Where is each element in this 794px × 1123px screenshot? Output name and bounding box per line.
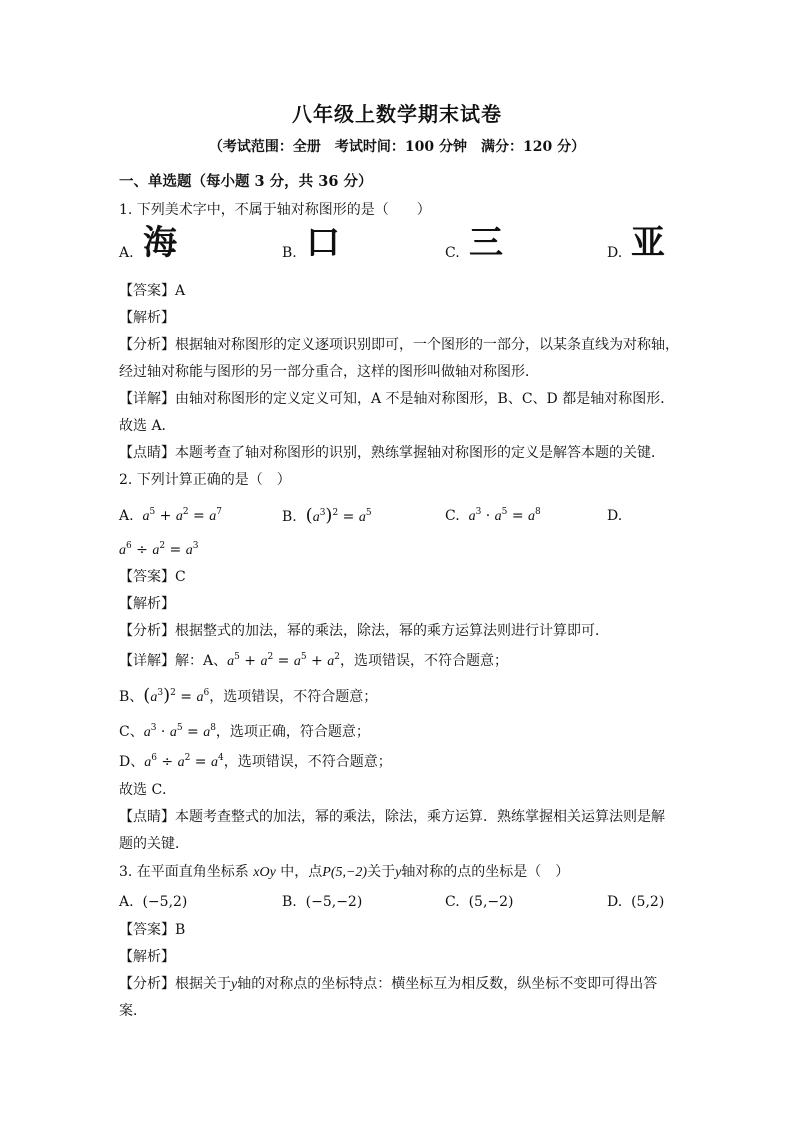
- section-heading: 一、单选题（每小题 3 分，共 36 分）: [119, 173, 373, 190]
- q3-option-d: [607, 892, 664, 912]
- q2-comment-line-1: 【点睛】本题考查整式的加法，幂的乘法，除法，乘方运算．熟练掌握相关运算法则是解: [119, 809, 665, 825]
- q1-detail-line-1: 【详解】由轴对称图形的定义定义可知，A 不是轴对称图形，B、C、D 都是轴对称图形．: [119, 391, 675, 407]
- q2-detail-a: 【详解】解：A、$a^5 + a^2 = a^5 + a^2$，选项错误，不符合题意；: [119, 652, 508, 669]
- q3-option-b: [282, 892, 362, 912]
- y-axis-symbol: y: [231, 977, 238, 992]
- q1-analysis-tag: 【解析】: [119, 310, 175, 326]
- q1-fenxi-line-1: 【分析】根据轴对称图形的定义逐项识别即可，一个图形的一部分，以某条直线为对称轴，: [119, 337, 679, 353]
- fenxi-part: 轴的对称点的坐标特点：横坐标互为相反数，纵坐标不变即可得出答: [237, 976, 658, 992]
- option-value: (5,−2): [468, 894, 514, 910]
- q2-analysis-tag: 【解析】: [119, 596, 175, 612]
- question-2-stem: 2. 下列计算正确的是（ ）: [119, 472, 291, 488]
- q1-option-a: [119, 223, 177, 263]
- q1-option-b: [282, 223, 340, 263]
- coordinate-system: xOy: [253, 865, 276, 880]
- exam-info: （考试范围：全册 考试时间：100 分钟 满分：120 分）: [208, 139, 586, 155]
- q1-fenxi-line-2: 经过轴对称能与图形的另一部分重合，这样的图形叫做轴对称图形．: [119, 364, 539, 380]
- q3-option-c: [445, 892, 514, 912]
- detail-prefix: 【详解】解：A、: [119, 653, 228, 669]
- question-1-stem: 1. 下列美术字中，不属于轴对称图形的是（ ）: [119, 202, 431, 218]
- option-value: (−5,−2): [305, 894, 363, 910]
- detail-prefix: C、: [119, 724, 144, 740]
- q2-detail-c: C、$a^3 \cdot a^5 = a^8$，选项正确，符合题意；: [119, 723, 370, 740]
- option-letter: C.: [445, 894, 460, 910]
- option-letter: B.: [282, 894, 297, 910]
- q3-option-a: [119, 892, 187, 912]
- option-value: (−5,2): [142, 894, 188, 910]
- option-letter: A.: [119, 508, 134, 524]
- option-value: (5,2): [631, 894, 665, 910]
- detail-prefix: D、: [119, 754, 145, 770]
- option-letter: A.: [119, 245, 134, 261]
- detail-prefix: B、: [119, 689, 144, 705]
- question-3-stem: [119, 862, 569, 883]
- q1-answer: 【答案】A: [119, 283, 186, 299]
- option-formula: $a^5 + a^2 = a^7$: [142, 507, 222, 524]
- q1-option-c: [445, 223, 503, 263]
- q2-option-b: [282, 506, 372, 528]
- stem-part: 中，点: [280, 864, 323, 880]
- q2-option-d: [607, 506, 622, 526]
- q3-fenxi-line-1: [119, 974, 657, 995]
- option-char: 三: [469, 223, 503, 263]
- detail-suffix: ，选项错误，不符合题意；: [209, 689, 378, 705]
- page-title: 八年级上数学期末试卷: [292, 102, 502, 126]
- q2-option-c: [445, 506, 541, 527]
- q2-conclusion: 故选 C．: [119, 782, 177, 798]
- option-letter: D.: [607, 245, 623, 261]
- option-char: 口: [306, 223, 340, 263]
- q1-comment: 【点睛】本题考查了轴对称图形的识别，熟练掌握轴对称图形的定义是解答本题的关键．: [119, 445, 665, 461]
- q2-answer: 【答案】C: [119, 569, 186, 585]
- fenxi-part: 【分析】根据关于: [119, 976, 231, 992]
- stem-part: 3. 在平面直角坐标系: [119, 864, 249, 880]
- option-letter: A.: [119, 894, 134, 910]
- option-letter: D.: [607, 894, 623, 910]
- option-char: 海: [143, 223, 177, 263]
- y-axis-symbol: y: [395, 865, 402, 880]
- q3-fenxi-line-2: 案．: [119, 1003, 147, 1019]
- q2-detail-b: B、$(a^3)^2 = a^6$，选项错误，不符合题意；: [119, 685, 378, 706]
- q1-detail-line-2: 故选 A．: [119, 418, 176, 434]
- q2-comment-line-2: 题的关键．: [119, 836, 189, 852]
- q3-answer: 【答案】B: [119, 922, 186, 938]
- q1-option-d: [607, 223, 665, 263]
- option-formula: $a^3 \cdot a^5 = a^8$: [468, 507, 541, 524]
- point-p: P(5,−2): [322, 865, 368, 880]
- option-letter: C.: [445, 508, 460, 524]
- q2-option-d-formula: $a^6 \div a^2 = a^3$: [119, 541, 199, 558]
- q3-analysis-tag: 【解析】: [119, 949, 175, 965]
- detail-suffix: ，选项正确，符合题意；: [215, 724, 370, 740]
- detail-suffix: ，选项错误，不符合题意；: [339, 653, 508, 669]
- q2-fenxi: 【分析】根据整式的加法，幂的乘法，除法，幂的乘方运算法则进行计算即可．: [119, 623, 609, 639]
- option-letter: D.: [607, 508, 623, 524]
- stem-part: 轴对称的点的坐标是（ ）: [401, 864, 570, 880]
- option-letter: B.: [282, 509, 297, 525]
- q2-detail-d: D、$a^6 \div a^2 = a^4$，选项错误，不符合题意；: [119, 753, 392, 770]
- option-char: 亚: [631, 223, 665, 263]
- stem-part: 关于: [367, 864, 396, 880]
- q2-option-a: [119, 506, 222, 527]
- option-formula: $(a^3)^2 = a^5$: [305, 505, 372, 526]
- option-letter: B.: [282, 245, 297, 261]
- detail-suffix: ，选项错误，不符合题意；: [223, 754, 392, 770]
- option-letter: C.: [445, 245, 460, 261]
